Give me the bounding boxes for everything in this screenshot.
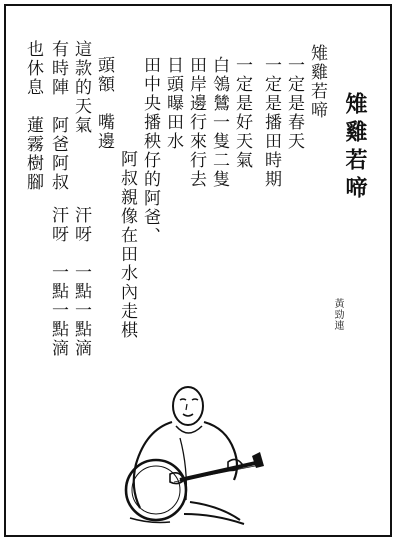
musician-illustration <box>110 378 270 528</box>
poem-line: 汗呀 一點一點滴 <box>48 206 68 358</box>
poem-line: 田岸邊行來行去 <box>186 56 206 189</box>
poem-line: 有時陣 阿爸阿叔 <box>48 40 68 192</box>
poem-line: 雉雞若啼 <box>307 44 327 120</box>
poem-line: 頭額 嘴邊 <box>94 56 114 151</box>
poem-line: 阿叔親像在田水內走棋 <box>117 150 137 340</box>
poem-line: 一定是好天氣 <box>232 56 252 170</box>
poem-author: 黃勁連 <box>332 298 343 331</box>
poem-line: 一定是播田時期 <box>261 56 281 189</box>
poem-line: 這款的天氣 <box>71 40 91 135</box>
poem-line: 日頭曝田水 <box>163 56 183 151</box>
poem-line: 田中央播秧仔的阿爸、 <box>140 56 160 246</box>
poem-title: 雉雞若啼 <box>342 92 368 204</box>
poem-line: 汗呀 一點一點滴 <box>71 206 91 358</box>
poem-line: 白鴒鷥一隻二隻 <box>209 56 229 189</box>
poem-line: 也休息 蓮霧樹腳 <box>23 40 43 192</box>
poem-line: 一定是春天 <box>284 56 304 151</box>
